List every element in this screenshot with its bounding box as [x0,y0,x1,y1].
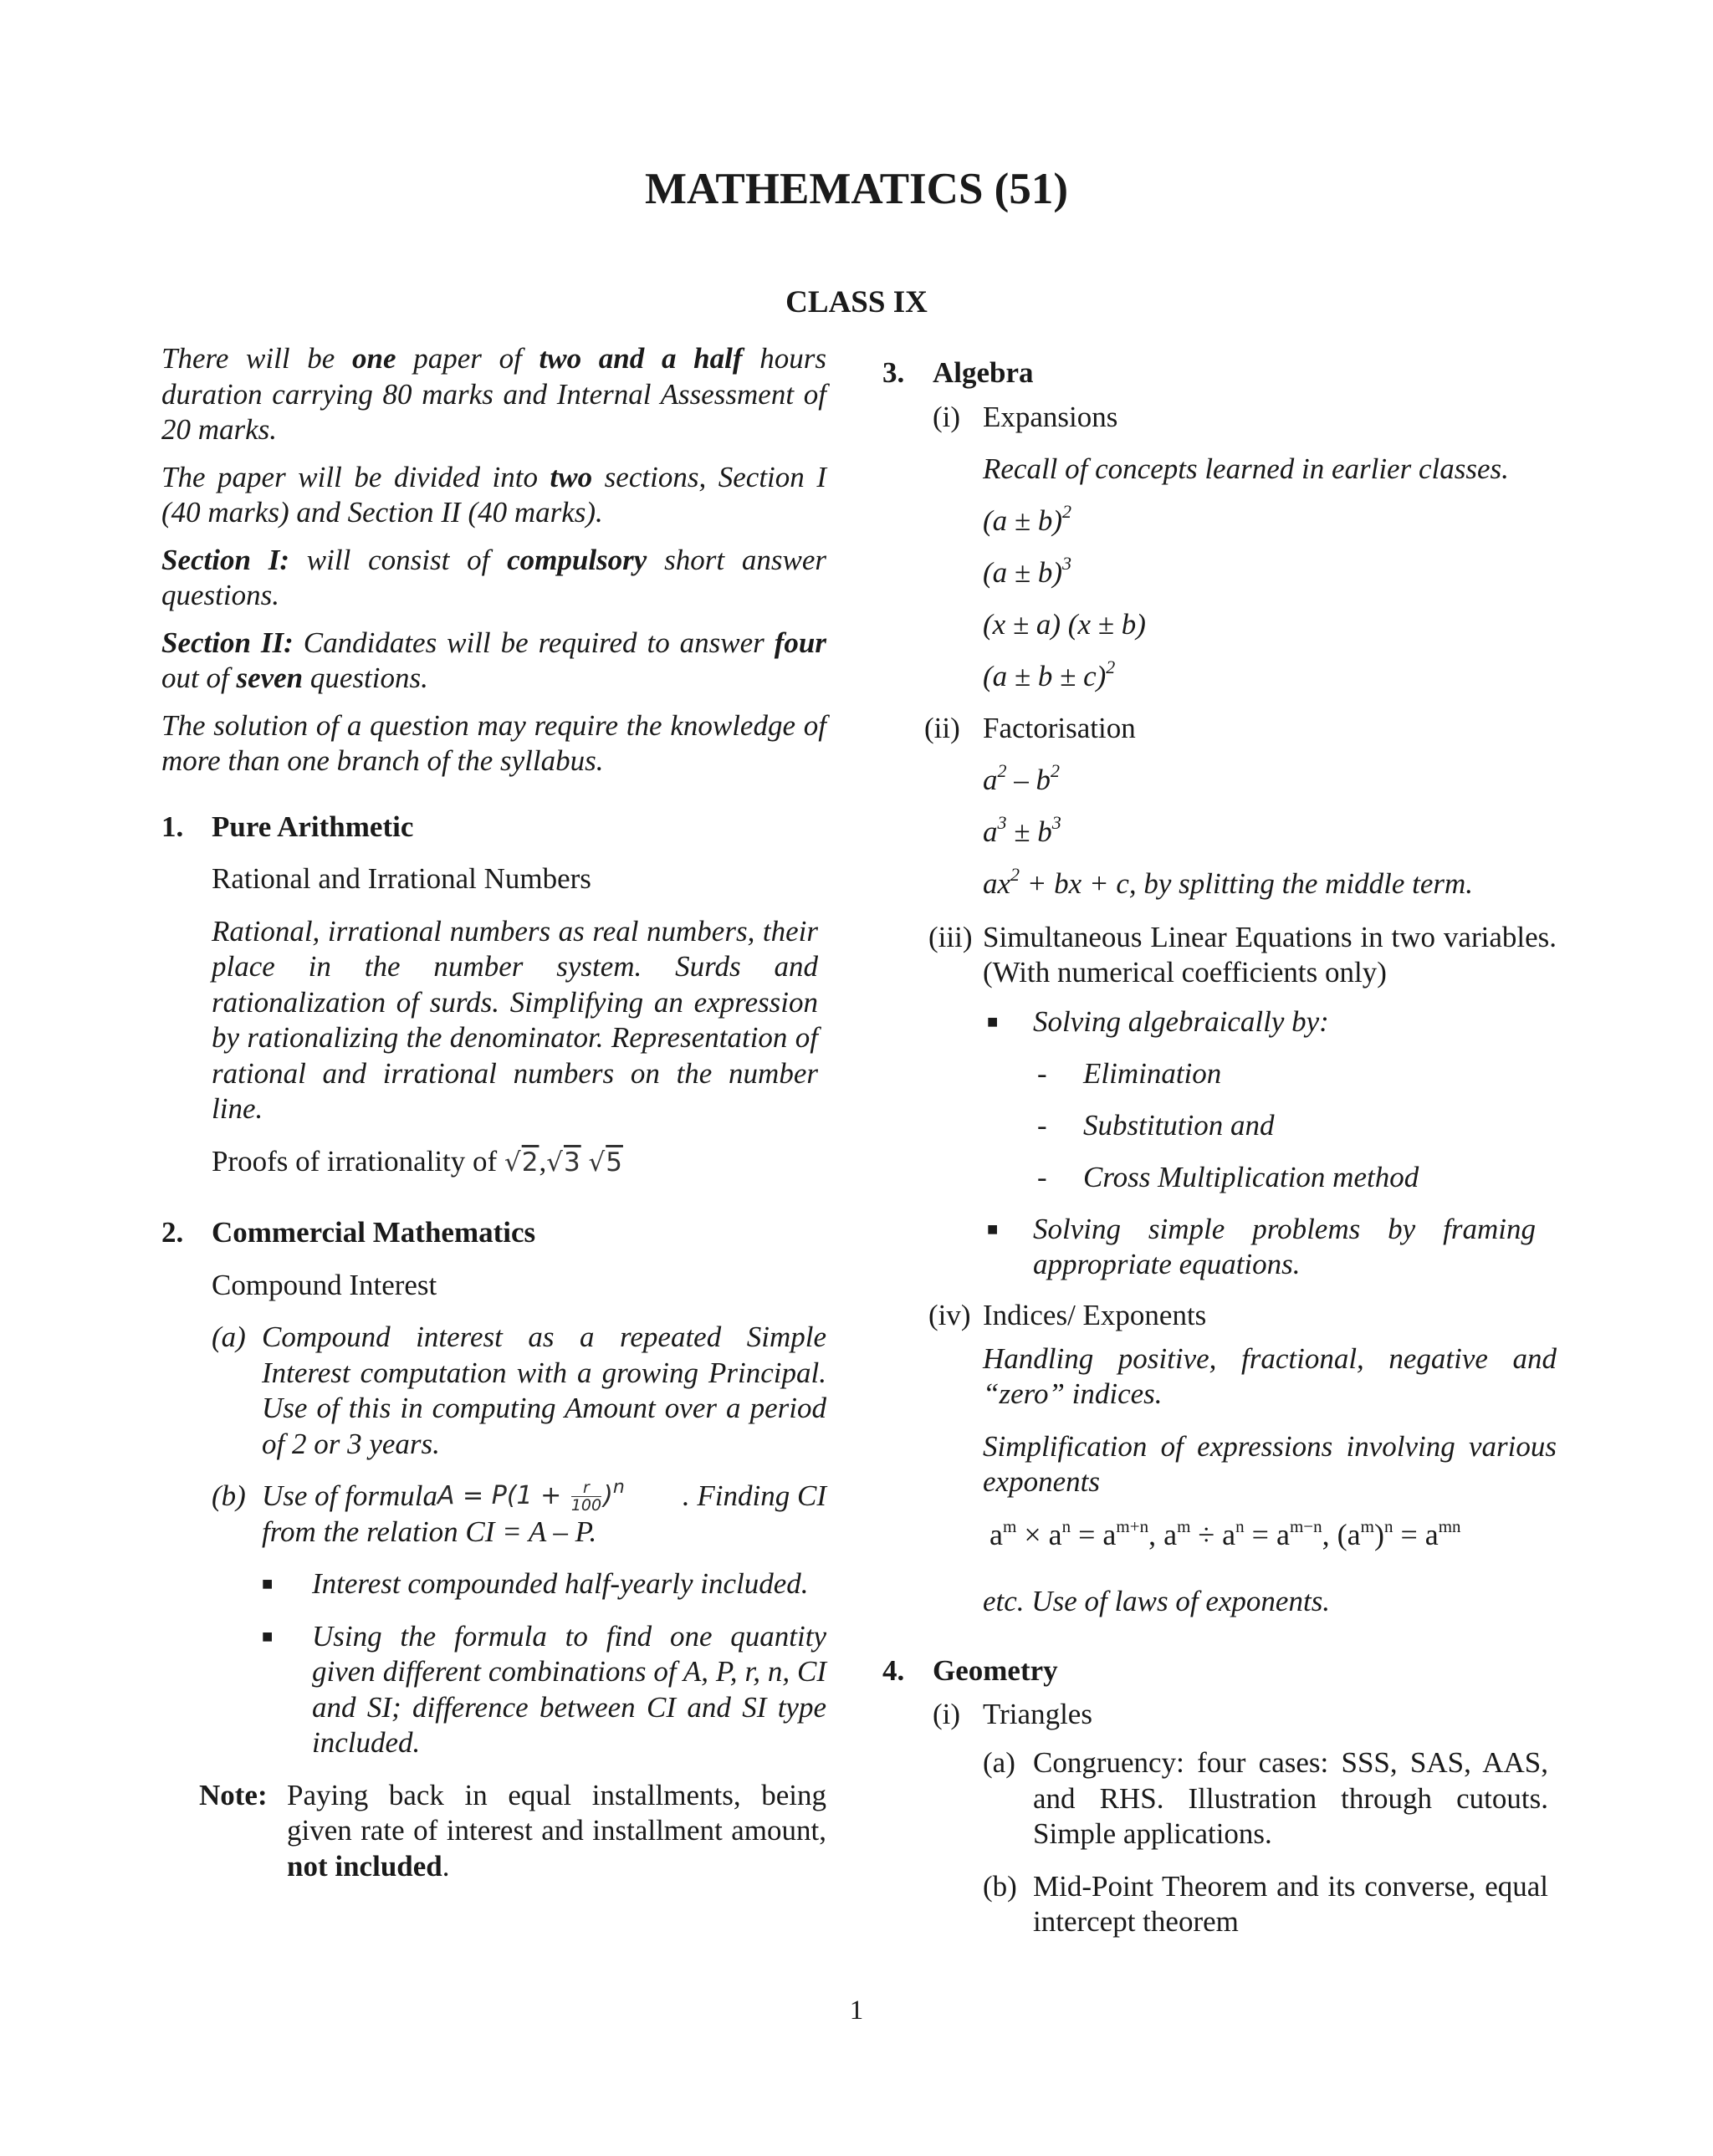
intro-paragraph-1: There will be one paper of two and a half hours duration carrying 80 marks and Internal Assessment of 20 marks. [161,342,826,446]
section-3-heading [882,355,1557,391]
page-title: MATHEMATICS (51) [645,165,1068,213]
algebra-iii-dash-3: - Cross Multiplication method [1037,1160,1419,1193]
section-1-description: Rational, irrational numbers as real numbers, their place in the number system. Surds and rationalization of surds. Simplifying an expression by rationalizing the denominator. Representation of rational and irrational numbers on the number line. [212,914,818,1125]
intro-paragraph-2: The paper will be divided into two sections, Section I (40 marks) and Section II (40 marks). [161,460,826,529]
algebra-ii-heading: (ii) Factorisation [924,711,1136,744]
compound-interest-formula: A = P(1 + $\frac{r}{100}$ )$^n$ [437,1477,625,1515]
algebra-iv-paragraph-2: Simplification of expressions involving various exponents [983,1429,1557,1498]
section-1-number: 1. [161,810,184,843]
sqrt-3: √3 [546,1147,581,1178]
factor-2: $a^3 \pm b^3$ [983,811,1061,848]
section-4-title: Geometry [933,1653,1058,1687]
section-2-heading [161,1215,826,1251]
section-2-bullet-2: ■ Using the formula to find one quantity given different combinations of A, P, r, n, CI and SI; difference between CI and SI type included. [262,1619,826,1759]
section-1-heading [161,810,826,846]
algebra-iv-paragraph-3: etc. Use of laws of exponents. [983,1585,1331,1617]
expansion-4: $(a \pm b \pm c)^2$ [983,656,1116,692]
algebra-iv-paragraph-1: Handling positive, fractional, negative and “zero” indices. [983,1341,1557,1410]
section-2-bullet-1: ■ Interest compounded half-yearly included. [161,1566,826,1602]
section-3-number: 3. [882,356,905,389]
page-number: 1 [849,1995,864,2026]
section-4-number: 4. [882,1653,905,1687]
left-column [161,341,826,1884]
exponent-laws: $a^m \times a^n = a^{m+n}$, $a^m \div a^n = a^{m-n}$, $(a^m)^n = a^{mn}$ [989,1515,1461,1551]
bullet-icon: ■ [262,1573,274,1594]
section-2-note: Note: Paying back in equal installments, being given rate of interest and installment amount, not included. [199,1778,826,1883]
algebra-i-heading: (i) Expansions [933,400,1118,433]
algebra-iii: (iii) Simultaneous Linear Equations in two variables. (With numerical coefficients only) [928,920,1557,989]
factor-1: $a^2 - b^2$ [983,759,1060,796]
section-4-heading [882,1653,1557,1689]
bullet-icon: ■ [262,1625,274,1647]
sqrt-2: √2 [504,1147,539,1178]
intro-paragraph-3: Section I: will consist of compulsory short answer questions. [161,543,826,611]
class-title: CLASS IX [785,285,928,319]
algebra-iii-dash-1: - Elimination [1037,1056,1222,1090]
section-2-subtitle: Compound Interest [212,1268,437,1301]
geometry-i-heading: (i) Triangles [933,1698,1092,1730]
section-2-item-a: (a) Compound interest as a repeated Simple Interest computation with a growing Principal. Use of this in computing Amount over a period of 2 or 3 years. [212,1321,826,1460]
section-3-title: Algebra [933,356,1034,389]
algebra-iv-heading: (iv) Indices/ Exponents [928,1298,1207,1331]
section-2-number: 2. [161,1216,184,1249]
expansion-2: $(a \pm b)^3$ [983,552,1072,589]
algebra-iii-dash-2: - Substitution and [1037,1108,1275,1142]
algebra-iii-bullet-2: ■ Solving simple problems by framing appropriate equations. [987,1212,1536,1280]
expansion-1: $(a \pm b)^2$ [983,500,1072,537]
section-2-title: Commercial Mathematics [212,1216,536,1249]
section-1-title: Pure Arithmetic [212,810,414,843]
intro-paragraph-4: Section II: Candidates will be required to answer four out of seven questions. [161,626,826,694]
expansion-3: (x ± a) (x ± b) [983,607,1146,641]
algebra-recall: Recall of concepts learned in earlier classes. [983,452,1509,485]
section-1-subtitle: Rational and Irrational Numbers [212,862,591,895]
sqrt-5: √5 [588,1147,623,1178]
algebra-iii-bullet-1: ■ Solving algebraically by: [882,996,1557,1048]
section-1-proofs: Proofs of irrationality of √2,√3 √5 [212,1144,623,1178]
bullet-icon: ■ [987,1010,999,1032]
factor-3: $ax^2$ + bx + c, by splitting the middle term. [983,863,1474,900]
section-2-item-b: (b) Use of formula A = P(1 + $\frac{r}{100}$ )$^n$ . Finding CI from the relation CI = A – P. [212,1477,826,1548]
geometry-item-b: (b) Mid-Point Theorem and its converse, equal intercept theorem [983,1869,1548,1938]
bullet-icon: ■ [987,1218,999,1239]
right-column [882,355,1557,1940]
geometry-item-a: (a) Congruency: four cases: SSS, SAS, AAS, and RHS. Illustration through cutouts. Simple applications. [983,1746,1548,1850]
intro-paragraph-5: The solution of a question may require the knowledge of more than one branch of the syllabus. [161,708,826,777]
intro [161,341,826,779]
